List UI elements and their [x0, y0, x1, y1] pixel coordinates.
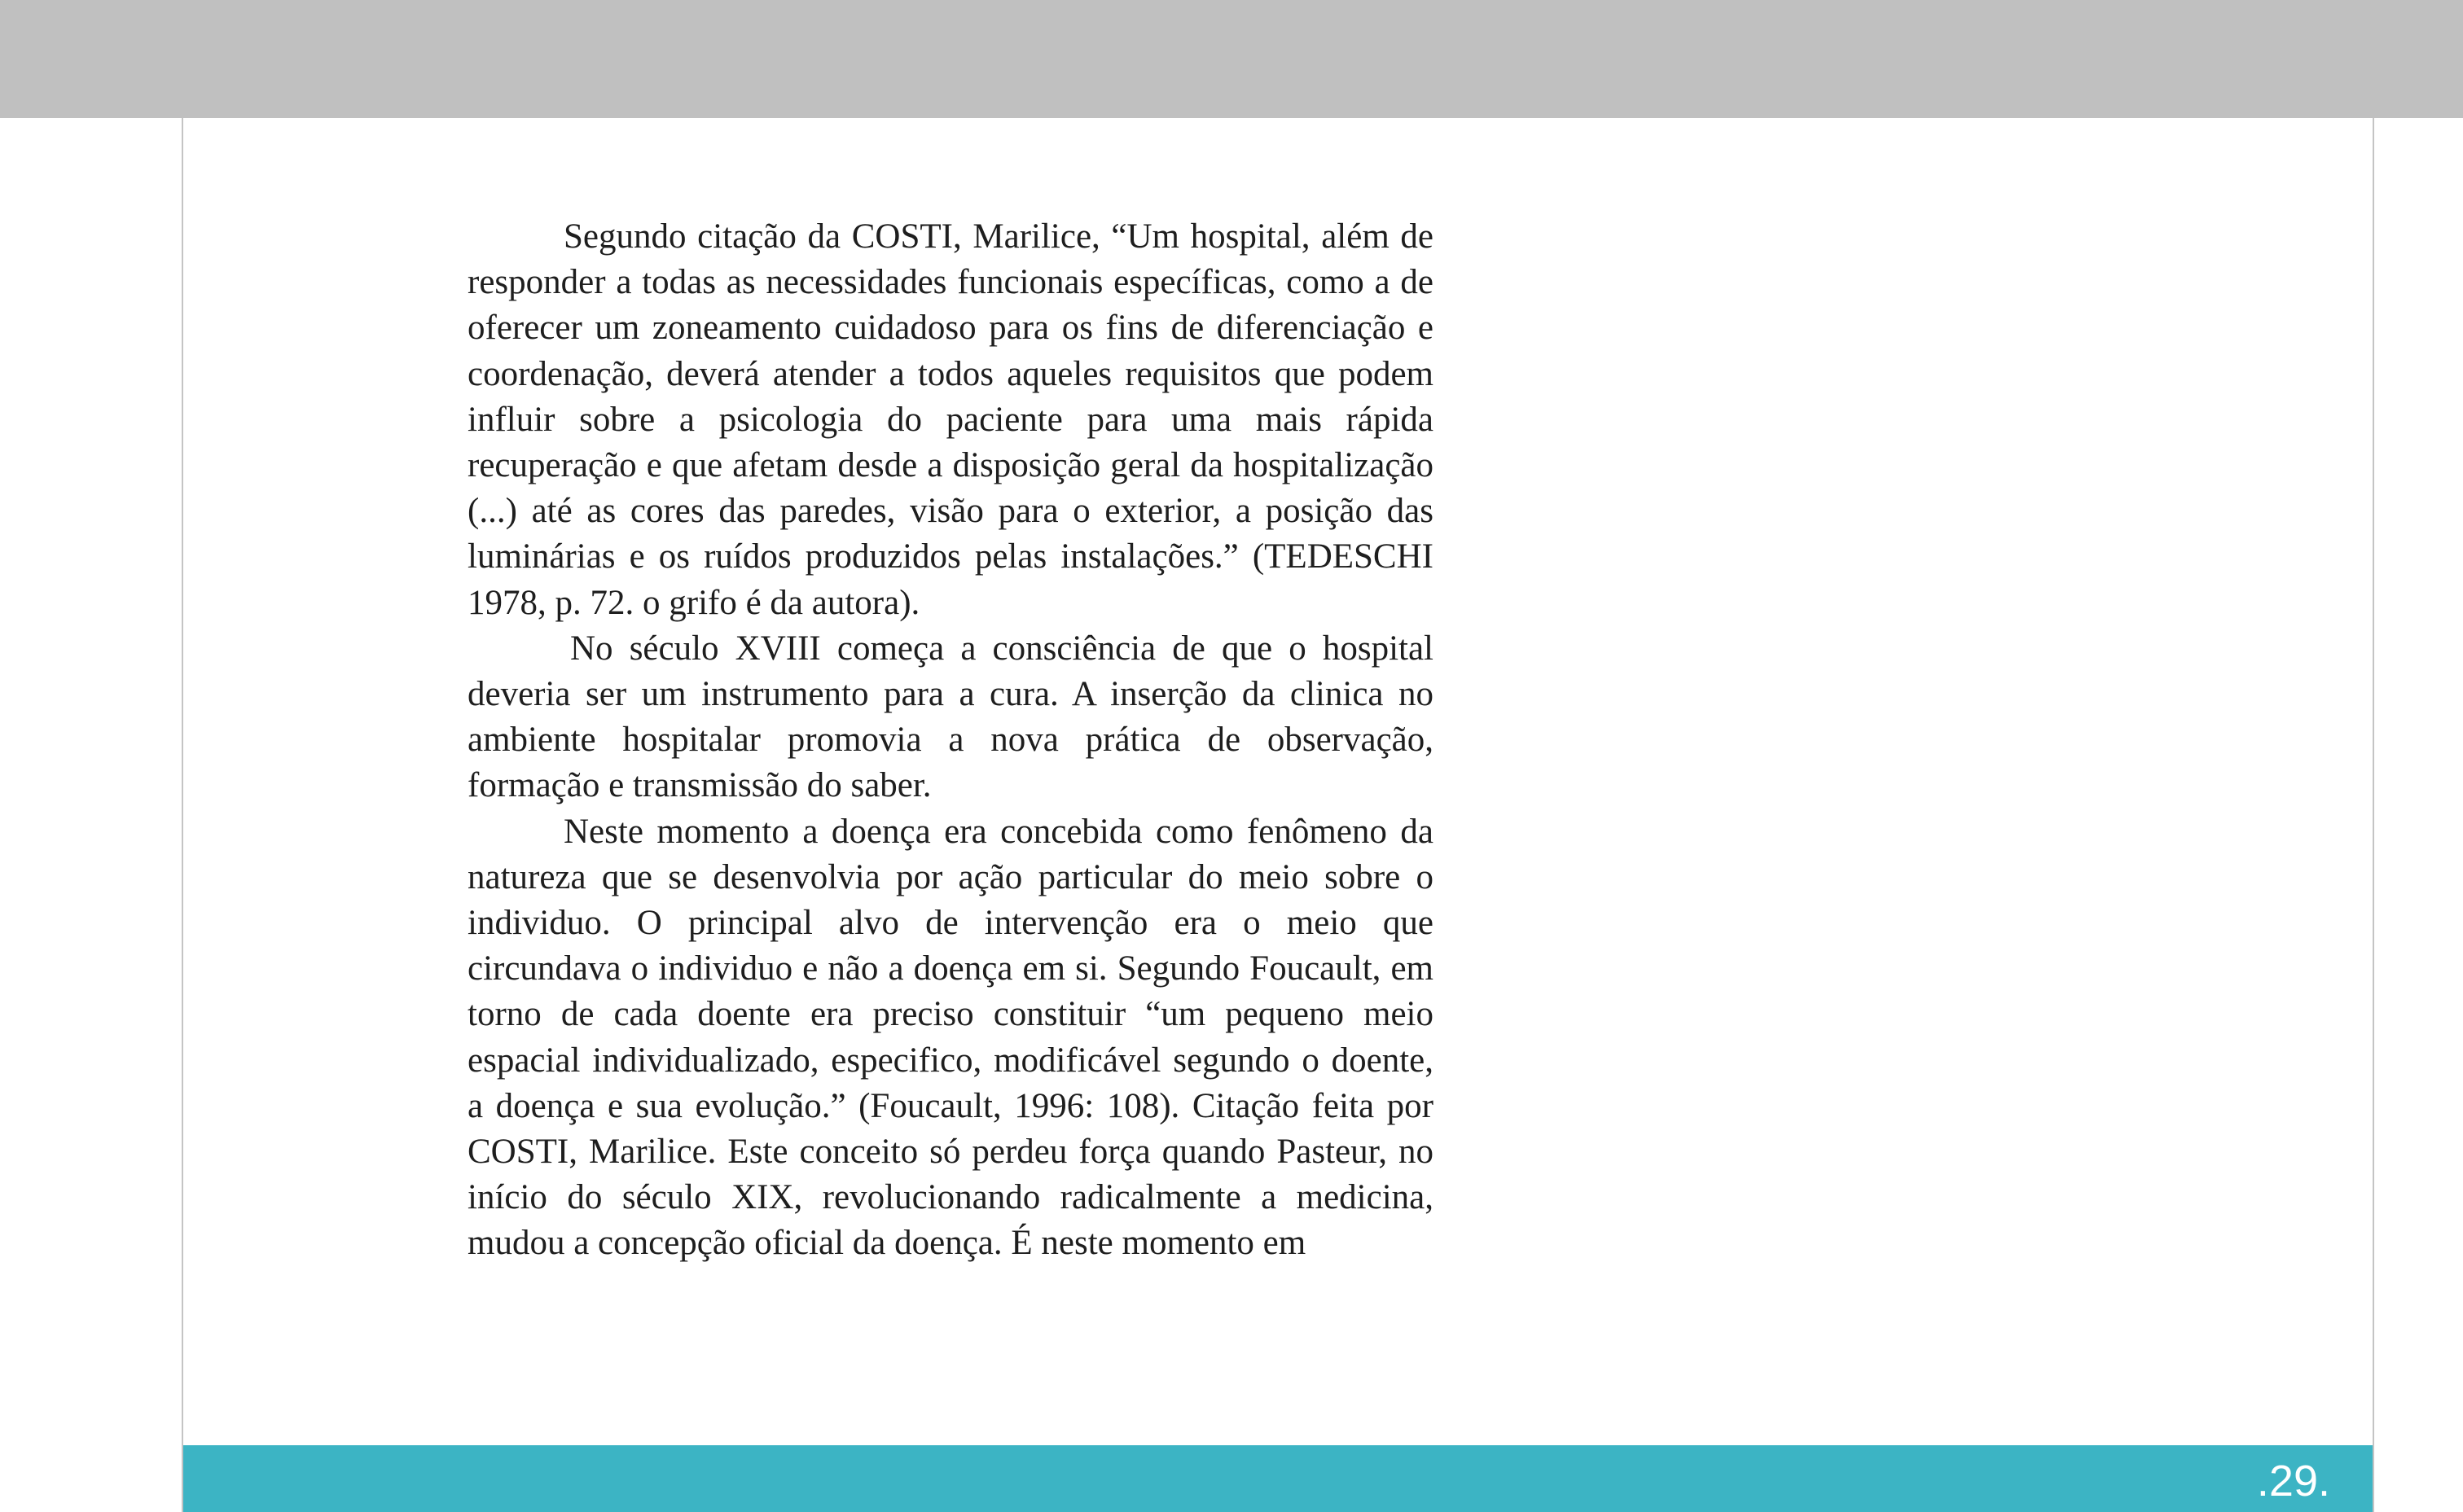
page-footer-band [183, 1445, 2373, 1512]
body-text [468, 214, 1433, 1267]
paragraph-1: Segundo citação da COSTI, Marilice, “Um hospital, além de responder a todas as necessidades funcionais específicas, como a de oferecer um zoneamento cuidadoso para os fins de diferenciação e coordenação, deverá atender a todos aqueles requisitos que podem influir sobre a psicologia do paciente para uma mais rápida recuperação e que afetam desde a disposição geral da hospitalização (...) até as cores das paredes, visão para o exterior, a posição das luminárias e os ruídos produzidos pelas instalações.” (TEDESCHI 1978, p. 72. o grifo é da autora). [468, 217, 1433, 622]
page-number: .29. [2256, 1457, 2330, 1505]
paragraph-3: Neste momento a doença era concebida como fenômeno da natureza que se desenvolvia por ação particular do meio sobre o individuo. O principal alvo de intervenção era o meio que circundava o individuo e não a doença em si. Segundo Foucault, em torno de cada doente era preciso constituir “um pequeno meio espacial individualizado, especifico, modificável segundo o doente, a doença e sua evolução.” (Foucault, 1996: 108). Citação feita por COSTI, Marilice. Este conceito só perdeu força quando Pasteur, no início do século XIX, revolucionando radicalmente a medicina, mudou a concepção oficial da doença. É neste momento em [468, 812, 1433, 1263]
paragraph-2: No século XVIII começa a consciência de que o hospital deveria ser um instrumento para a cura. A inserção da clinica no ambiente hospitalar promovia a nova prática de observação, formação e transmissão do saber. [468, 629, 1433, 805]
document-page [182, 118, 2374, 1512]
viewer-top-bar [0, 0, 2463, 118]
